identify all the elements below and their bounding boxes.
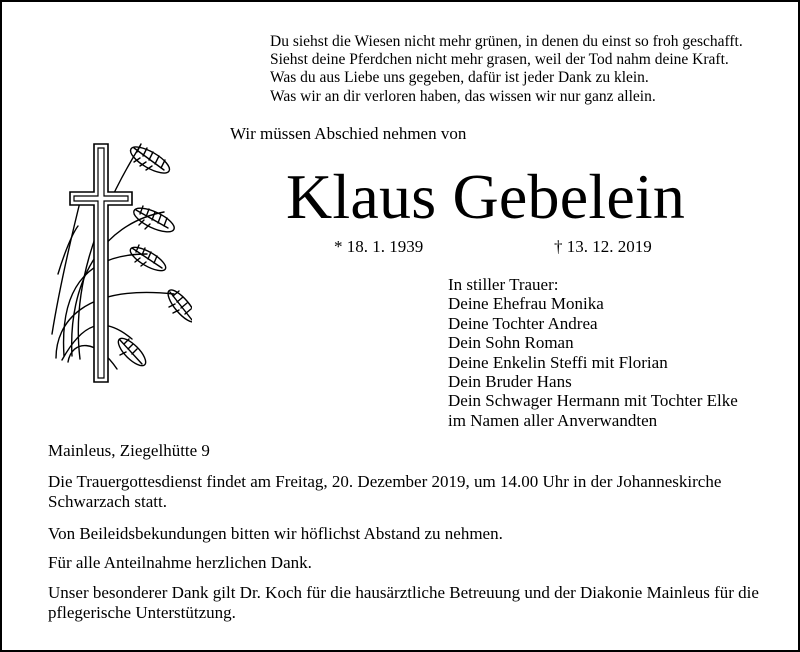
poem: [270, 33, 743, 106]
address: Mainleus, Ziegelhütte 9: [48, 441, 210, 460]
thanks-paragraph: Für alle Anteilnahme herzlichen Dank.: [48, 553, 312, 572]
condolence-paragraph: Von Beileidsbekundungen bitten wir höflichst Abstand zu nehmen.: [48, 524, 503, 543]
mourner-line: Deine Enkelin Steffi mit Florian: [448, 352, 668, 372]
mourner-line: Deine Ehefrau Monika: [448, 294, 604, 314]
mourner-line: Dein Bruder Hans: [448, 371, 572, 391]
mourner-line: Deine Tochter Andrea: [448, 313, 598, 333]
poem-line: Siehst deine Pferdchen nicht mehr grasen, weil der Tod nahm deine Kraft.: [270, 51, 729, 69]
birth-date: * 18. 1. 1939: [334, 237, 424, 256]
mourner-line: im Namen aller Anverwandten: [448, 410, 658, 430]
mourner-line: In stiller Trauer:: [448, 275, 559, 294]
special-thanks-paragraph: Unser besonderer Dank gilt Dr. Koch für die hausärztliche Betreuung und der Diakonie Mainleus für die pflegerische Unterstützung.: [48, 583, 759, 622]
service-paragraph: Die Trauergottesdienst findet am Freitag, 20. Dezember 2019, um 14.00 Uhr in der Johanneskirche Schwarzach statt.: [48, 472, 722, 511]
cross-with-wheat-icon: [42, 134, 192, 384]
intro-line: Wir müssen Abschied nehmen von: [230, 124, 467, 143]
poem-line: Was du aus Liebe uns gegeben, dafür ist jeder Dank zu klein.: [270, 69, 649, 87]
mourner-line: Dein Sohn Roman: [448, 333, 574, 353]
death-date: † 13. 12. 2019: [554, 237, 652, 256]
mourner-line: Dein Schwager Hermann mit Tochter Elke: [448, 391, 738, 411]
mourners-list: [448, 275, 738, 430]
poem-line: Du siehst die Wiesen nicht mehr grünen, in denen du einst so froh geschafft.: [270, 33, 743, 50]
poem-line: Was wir an dir verloren haben, das wissen wir nur ganz allein.: [270, 87, 656, 105]
deceased-name: Klaus Gebelein: [286, 161, 686, 232]
